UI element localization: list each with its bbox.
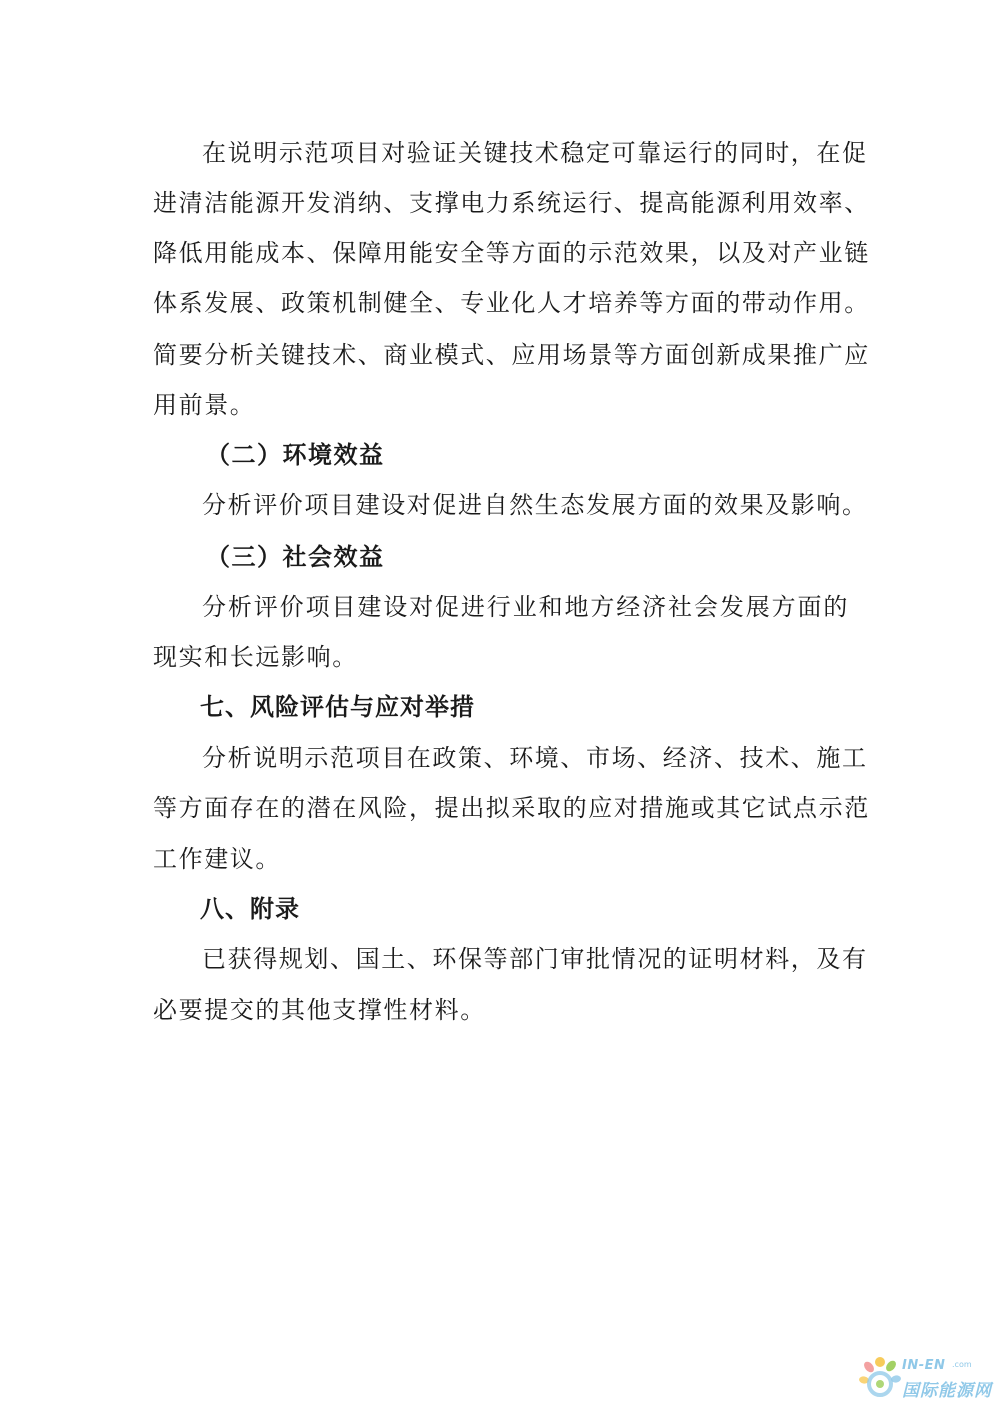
watermark-cn-text: 国际能源网 (902, 1381, 992, 1401)
text-line: 用前景。 (153, 391, 256, 419)
in-en-watermark (858, 1352, 998, 1410)
text-line: 分析说明示范项目在政策、环境、市场、经济、技术、施工 (202, 744, 868, 772)
text-line: 进清洁能源开发消纳、支撑电力系统运行、提高能源利用效率、 (153, 189, 870, 217)
text-line: 分析评价项目建设对促进自然生态发展方面的效果及影响。 (202, 491, 868, 519)
text-line: 简要分析关键技术、商业模式、应用场景等方面创新成果推广应 (153, 341, 870, 369)
in-en-logo-icon (858, 1352, 904, 1402)
subsection-heading-social: （三）社会效益 (206, 542, 385, 571)
text-line: 等方面存在的潜在风险，提出拟采取的应对措施或其它试点示范 (153, 794, 870, 822)
text-line: 在说明示范项目对验证关键技术稳定可靠运行的同时，在促 (202, 139, 868, 167)
text-line: 降低用能成本、保障用能安全等方面的示范效果，以及对产业链 (153, 239, 870, 267)
text-line: 已获得规划、国土、环保等部门审批情况的证明材料，及有 (202, 945, 868, 973)
text-line: 体系发展、政策机制健全、专业化人才培养等方面的带动作用。 (153, 289, 870, 317)
text-line: 分析评价项目建设对促进行业和地方经济社会发展方面的 (202, 593, 849, 621)
subsection-heading-environment: （二）环境效益 (206, 440, 385, 469)
watermark-domain-text: .com (952, 1360, 972, 1369)
section-heading-risk: 七、风险评估与应对举措 (200, 693, 475, 721)
text-line: 现实和长远影响。 (153, 643, 358, 671)
text-line: 必要提交的其他支撑性材料。 (153, 996, 486, 1024)
section-heading-appendix: 八、附录 (200, 895, 300, 923)
text-line: 工作建议。 (153, 845, 281, 873)
watermark-en-text: IN-EN (902, 1358, 946, 1373)
